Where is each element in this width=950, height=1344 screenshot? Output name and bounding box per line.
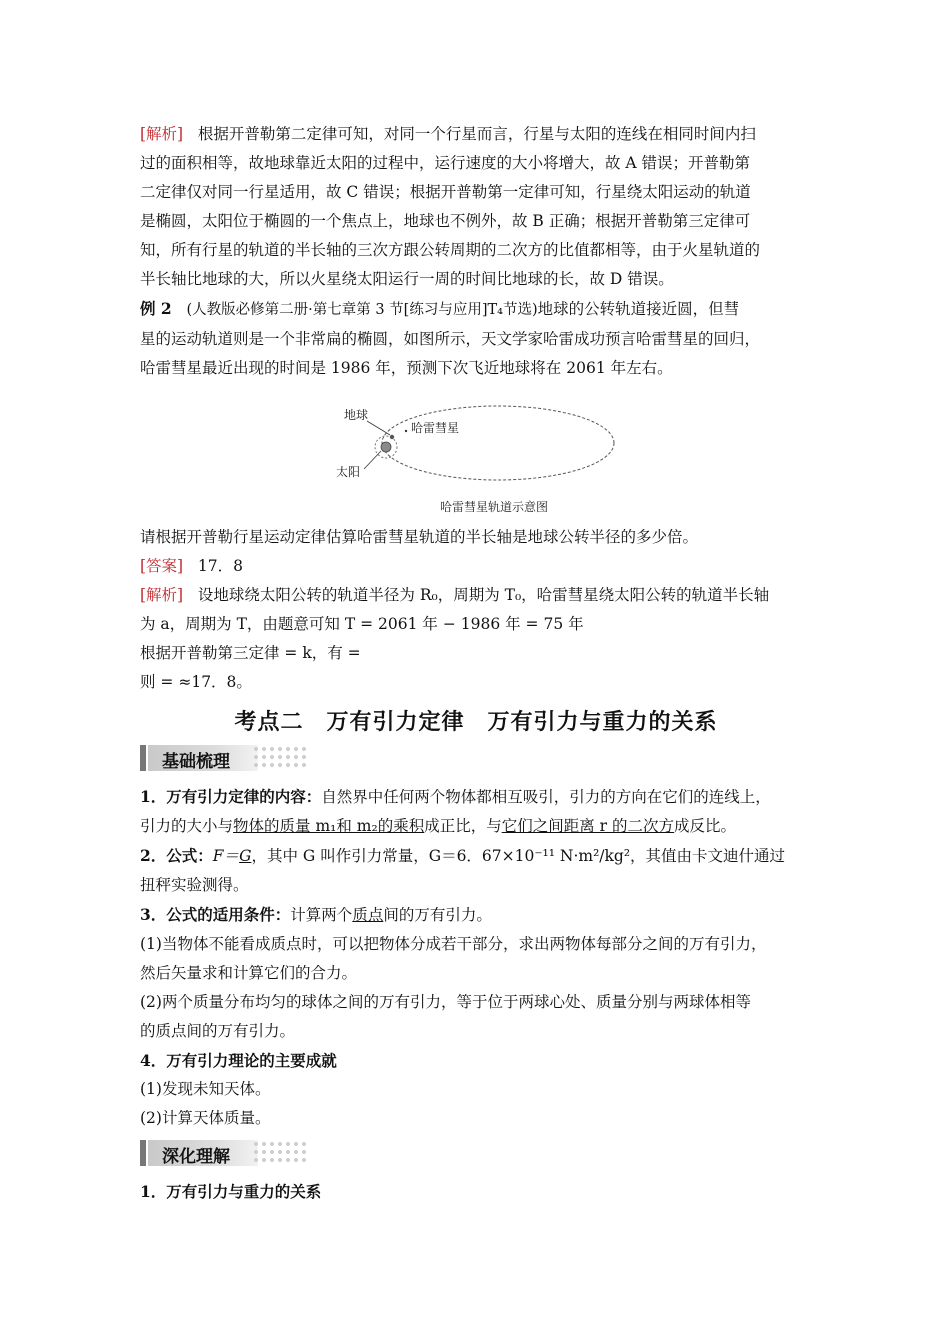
analysis-text: 根据开普勒第二定律可知，对同一个行星而言，行星与太阳的连线在相同时间内扫: [197, 125, 756, 143]
analysis-paragraph-line: 过的面积相等，故地球靠近太阳的过程中，运行速度的大小将增大，故 A 错误；开普勒第: [140, 154, 751, 172]
banner-dots: [252, 1140, 310, 1166]
underlined-answer: 它们之间距离 r 的二次方: [501, 817, 674, 835]
answer-line: [140, 552, 812, 581]
basics-item-1: [140, 782, 812, 812]
example-2-line: 星的运动轨道则是一个非常扁的椭圆，如图所示，天文学家哈雷成功预言哈雷彗星的回归，: [140, 330, 761, 348]
comet-orbit-figure: [140, 383, 812, 523]
example-2-line: 哈雷彗星最近出现的时间是 1986 年，预测下次飞近地球将在 2061 年左右。: [140, 359, 673, 377]
analysis-paragraph-line: [140, 120, 812, 149]
analysis-paragraph-line: 知，所有行星的轨道的半长轴的三次方跟公转周期的二次方的比值都相等，由于火星轨道的: [140, 241, 761, 259]
sun-label: 太阳: [336, 465, 361, 479]
item-text: ，其中 G 叫作引力常量，G＝6．67×10⁻¹¹ N·m²/kg²，其值由卡文迪什通过: [251, 847, 786, 865]
earth-label: 地球: [344, 408, 369, 422]
basics-item-3: [140, 900, 812, 930]
section-title: 考点二 万有引力定律 万有引力与重力的关系: [234, 710, 718, 735]
answer-tag: [答案]: [140, 557, 184, 575]
question-text: 请根据开普勒行星运动定律估算哈雷彗星轨道的半长轴是地球公转半径的多少倍。: [140, 528, 699, 546]
banner-label: 深化理解: [162, 1147, 230, 1167]
item-title: 2．公式：: [140, 846, 213, 865]
basics-item-2-cont: 扭秤实验测得。: [140, 876, 249, 894]
underlined-answer: 物体的质量 m₁和 m₂的乘积: [233, 817, 425, 835]
basics-item-3-2-cont: 的质点间的万有引力。: [140, 1022, 296, 1040]
item-text: 成反比。: [673, 817, 736, 835]
comet-label: 哈雷彗星: [411, 421, 460, 435]
analysis-2-line: 根据开普勒第三定律 = k，有 =: [140, 644, 361, 662]
example-source: (人教版必修第二册·第七章第 3 节[练习与应用]T₄节选): [186, 302, 538, 318]
sun-icon: [381, 442, 391, 452]
analysis-2-line: 为 a，周期为 T，由题意可知 T = 2061 年 − 1986 年 = 75 年: [140, 615, 584, 633]
example-label: 例 2: [140, 299, 172, 318]
section-banner-basics: [140, 742, 310, 774]
item-title: 3．公式的适用条件：: [140, 905, 291, 924]
earth-pointer: [367, 421, 390, 435]
section-banner-deep: [140, 1137, 310, 1169]
underlined-answer: G: [239, 847, 252, 865]
figure-caption: 哈雷彗星轨道示意图: [440, 500, 549, 514]
item-title: 1．万有引力定律的内容：: [140, 787, 322, 806]
comet-orbit-ellipse: [382, 406, 614, 480]
basics-item-4: 4．万有引力理论的主要成就: [140, 1051, 337, 1070]
item-text: 成正比，与: [424, 817, 502, 835]
item-text: 间的万有引力。: [383, 906, 492, 924]
analysis-text: 设地球绕太阳公转的轨道半径为 R₀，周期为 T₀，哈雷彗星绕太阳公转的轨道半长轴: [197, 586, 770, 604]
comet-marker: [405, 430, 407, 432]
basics-item-3-1-cont: 然后矢量求和计算它们的合力。: [140, 964, 358, 982]
analysis-paragraph-line: 是椭圆，太阳位于椭圆的一个焦点上，地球也不例外，故 B 正确；根据开普勒第三定律可: [140, 212, 751, 230]
item-text: 计算两个: [290, 906, 353, 924]
banner-bar: [140, 745, 146, 771]
answer-value: 17．8: [197, 557, 243, 575]
document-page: [140, 120, 812, 1206]
item-text: 引力的大小与: [140, 817, 234, 835]
analysis-paragraph-line: 二定律仅对同一行星适用，故 C 错误；根据开普勒第一定律可知，行星绕太阳运动的轨道: [140, 183, 751, 201]
analysis-paragraph-line: 半长轴比地球的大，所以火星绕太阳运行一周的时间比地球的长，故 D 错误。: [140, 270, 674, 288]
basics-item-1-cont: [140, 812, 812, 841]
basics-item-2: [140, 841, 812, 871]
example-text: 地球的公转轨道接近圆，但彗: [537, 300, 740, 318]
banner-dots: [252, 745, 310, 771]
item-text: 自然界中任何两个物体都相互吸引，引力的方向在它们的连线上，: [321, 788, 771, 806]
basics-item-3-1: (1)当物体不能看成质点时，可以把物体分成若干部分，求出两物体每部分之间的万有引力，: [140, 935, 767, 953]
analysis-2-line: [140, 581, 812, 610]
banner-label: 基础梳理: [162, 752, 230, 772]
basics-item-4-1: (1)发现未知天体。: [140, 1080, 271, 1098]
earth-icon: [390, 435, 394, 439]
underlined-answer: 质点: [352, 906, 384, 924]
analysis-tag: [解析]: [140, 125, 184, 143]
analysis-tag: [解析]: [140, 586, 184, 604]
basics-item-4-2: (2)计算天体质量。: [140, 1109, 271, 1127]
orbit-diagram: [140, 383, 812, 523]
example-2-line: [140, 294, 812, 325]
sun-pointer: [364, 451, 381, 469]
basics-item-3-2: (2)两个质量分布均匀的球体之间的万有引力，等于位于两球心处、质量分别与两球体相等: [140, 993, 751, 1011]
analysis-2-line: 则 = ≈17．8。: [140, 673, 252, 691]
formula: F＝: [212, 847, 240, 865]
deep-item-1: 1．万有引力与重力的关系: [140, 1182, 322, 1201]
banner-bar: [140, 1140, 146, 1166]
